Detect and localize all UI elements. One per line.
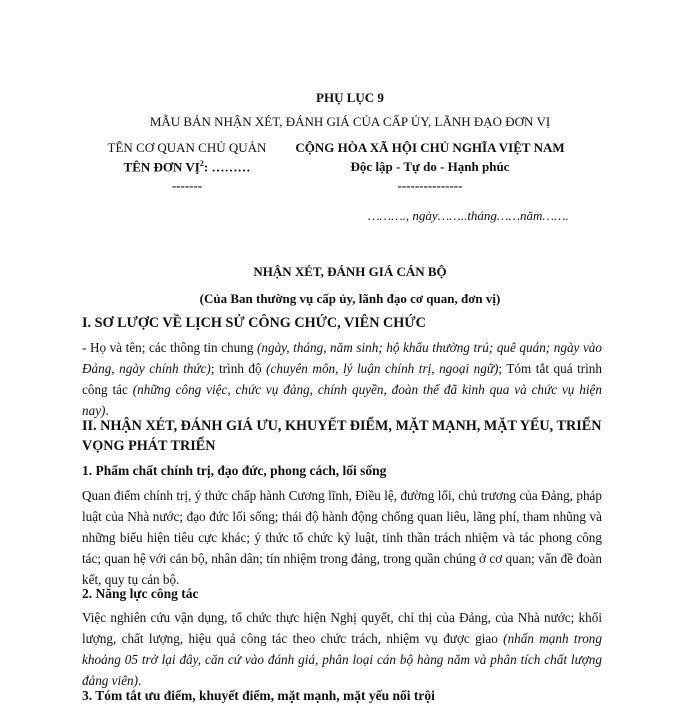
unit-prefix: TÊN ĐƠN VỊ bbox=[123, 159, 200, 175]
section-1-text bbox=[82, 337, 602, 421]
italic-run: (những công việc, chức vụ đảng, chính quyền, đoàn thể đã kinh qua và chức vụ hiện nay) bbox=[82, 382, 602, 418]
document-subtitle: (Của Ban thường vụ cấp ủy, lãnh đạo cơ quan, đơn vị) bbox=[199, 291, 501, 306]
text-run: ; Tóm tắt quá trình công tác bbox=[82, 361, 602, 397]
national-motto: Độc lập - Tự do - Hạnh phúc bbox=[350, 159, 510, 174]
italic-run: (ngày, tháng, năm sinh; hộ khẩu thường trú; quê quán; ngày vào Đảng, ngày chính thức) bbox=[82, 340, 602, 376]
section-2-heading: II. NHẬN XÉT, ĐÁNH GIÁ ƯU, KHUYẾT ĐIỂM, MẶT MẠNH, MẶT YẾU, TRIỂN VỌNG PHÁT TRIỂN bbox=[82, 418, 602, 454]
italic-run: (nhấn mạnh trong khoảng 05 trở lại đây, căn cứ vào đánh giá, phân loại cán bộ hàng năm và phân tích chất lượng đảng viên) bbox=[82, 631, 602, 688]
form-title: MẪU BẢN NHẬN XÉT, ĐÁNH GIÁ CỦA CẤP ỦY, LÃNH ĐẠO ĐƠN VỊ bbox=[149, 114, 551, 129]
subsection-2-title: 2. Năng lực công tác bbox=[82, 586, 199, 601]
subsection-2-text bbox=[82, 607, 602, 691]
appendix-label: PHỤ LỤC 9 bbox=[316, 90, 384, 105]
text-run: . bbox=[105, 403, 109, 418]
section-1-heading: I. SƠ LƯỢC VỀ LỊCH SỬ CÔNG CHỨC, VIÊN CHỨC bbox=[82, 315, 426, 331]
subsection-1-text: Quan điểm chính trị, ý thức chấp hành Cương lĩnh, Điều lệ, đường lối, chủ trương của Đảng, pháp luật của Nhà nước; đạo đức lối sống; thái độ hành động chống quan liêu, lãng phí, tham nhũng và những biểu hiện tiêu cực khác; ý thức tổ chức kỷ luật, tinh thần trách nhiệm và tác phong công tác; quan hệ với cán bộ, nhân dân; tín nhiệm trong đảng, trong quần chúng ở cơ quan; vấn đề đoàn kết, quy tụ cán bộ. bbox=[82, 488, 602, 587]
subsection-3-title: 3. Tóm tắt ưu điểm, khuyết điểm, mặt mạnh, mặt yếu nổi trội bbox=[82, 688, 435, 703]
left-dash: ------- bbox=[171, 178, 203, 193]
text-run: Việc nghiên cứu vận dụng, tổ chức thực hiện Nghị quyết, chỉ thị của Đảng, của Nhà nước; khối lượng, chất lượng, hiệu quả công tác theo chức trách, nhiệm vụ được giao bbox=[82, 610, 602, 646]
unit-suffix: : ……… bbox=[203, 159, 251, 175]
unit-footnote: 2 bbox=[199, 159, 204, 168]
unit-name bbox=[92, 159, 282, 175]
agency-name: TÊN CƠ QUAN CHỦ QUẢN bbox=[107, 140, 267, 155]
country-name: CỘNG HÒA XÃ HỘI CHỦ NGHĨA VIỆT NAM bbox=[295, 140, 565, 155]
text-run: ; trình độ bbox=[210, 361, 267, 376]
subsection-1-title: 1. Phẩm chất chính trị, đạo đức, phong cách, lối sống bbox=[82, 463, 387, 478]
italic-run: (chuyên môn, lý luận chính trị, ngoại ngữ) bbox=[266, 361, 499, 376]
text-run: - Họ và tên; các thông tin chung bbox=[82, 340, 257, 355]
text-run: . bbox=[138, 673, 142, 688]
date-line: ………., ngày……..tháng……năm……. bbox=[368, 208, 569, 223]
document-title: NHẬN XÉT, ĐÁNH GIÁ CÁN BỘ bbox=[253, 264, 447, 279]
right-dash: --------------- bbox=[397, 178, 463, 193]
